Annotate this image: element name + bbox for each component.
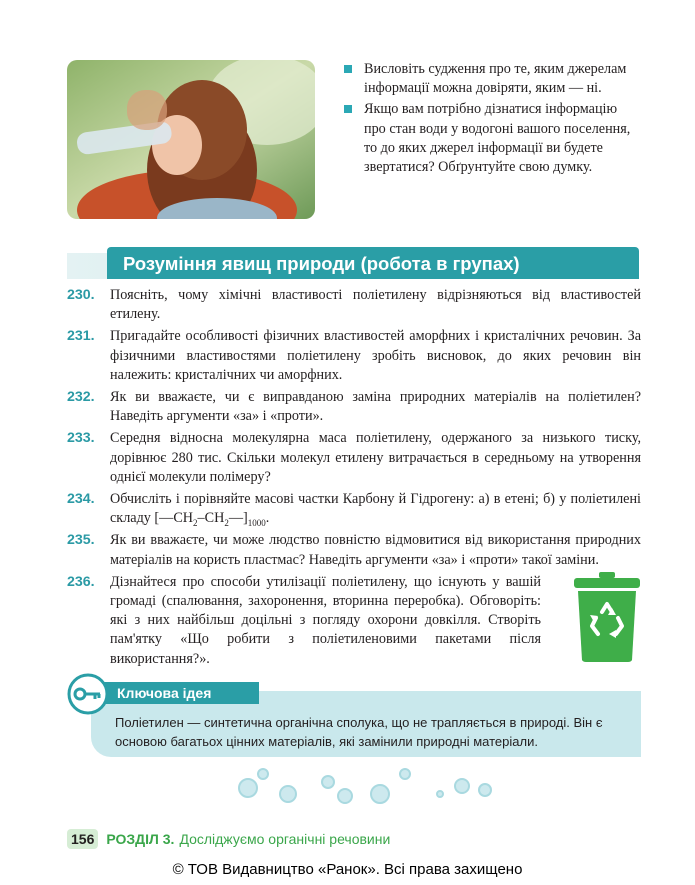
task-text: Дізнайтеся про способи утилізації поліетилену, що існують у вашій громаді (спалювання, захоронення, вторинна переробка). Обговоріть: які з них найбільш доцільні з погляду охорони довкілля. Створіть пам'ятку «Що робити з поліетиленовими пакетами після використання?».: [110, 573, 541, 667]
task-item: [67, 286, 641, 324]
task-text: Пригадайте особливості фізичних властивостей аморфних і кристалічних речовин. За фізичними властивостями поліетилену зробіть висновок, до яких речовин він належить: кристалічних чи аморфних.: [110, 328, 641, 383]
bullet-text: Висловіть судження про те, яким джерелам інформації можна довіряти, яким — ні.: [364, 61, 627, 97]
key-idea-text: Поліетилен — синтетична органічна сполука, що не трапляється в природі. Він є основою багатьох цінних матеріалів, які замінили природні матеріали.: [115, 715, 603, 749]
bullet-item: [340, 100, 640, 177]
intro-questions: [340, 60, 640, 179]
task-item: [67, 490, 641, 528]
task-number: 232.: [67, 389, 95, 406]
page-number: 156: [67, 829, 98, 849]
task-text: Поясніть, чому хімічні властивості поліетилену відрізняються від властивостей етилену.: [110, 287, 641, 323]
bullet-square-icon: [344, 105, 352, 113]
subscript: 1000: [247, 518, 266, 529]
task-number: 236.: [67, 573, 95, 590]
task-item: [67, 327, 641, 385]
formula-part: .: [265, 510, 270, 527]
copyright: © ТОВ Видавництво «Ранок». Всі права захищено: [172, 861, 523, 878]
task-number: 231.: [67, 328, 95, 345]
task-item: [67, 429, 641, 487]
task-number: 235.: [67, 532, 95, 549]
page-footer: [67, 828, 390, 850]
key-idea-label: Ключова ідея: [97, 682, 259, 704]
section-banner: [67, 247, 639, 279]
section-name: Досліджуємо органічні речовини: [179, 831, 391, 847]
formula-part: —]: [228, 510, 248, 527]
task-number: 234.: [67, 491, 95, 508]
task-number: 233.: [67, 430, 95, 447]
task-item: [67, 573, 641, 669]
subscript: 2: [224, 518, 229, 529]
task-text: Як ви вважаєте, чи є виправданою заміна природних матеріалів на поліетилен? Наведіть аргументи «за» і «проти».: [110, 389, 641, 425]
task-list: [67, 286, 641, 672]
recycle-bin-icon: [572, 572, 642, 662]
task-text: Як ви вважаєте, чи може людство повністю відмовитися від використання природних матеріалів на користь пластмас? Наведіть аргументи «за» і «проти» такої заміни.: [110, 532, 641, 568]
subscript: 2: [193, 518, 198, 529]
task-text-main: Обчисліть і порівняйте масові частки Карбону й Гідрогену: а) в етені; б) у поліетилені складу [—CH: [110, 491, 641, 527]
key-icon: [67, 673, 109, 715]
task-text: [110, 490, 641, 528]
decorative-bubbles: [230, 764, 500, 814]
task-item: [67, 388, 641, 426]
girl-drinking-water-photo: [67, 60, 315, 219]
key-idea: [67, 673, 641, 757]
section-number: РОЗДІЛ 3.: [106, 831, 175, 847]
section-title: Розуміння явищ природи (робота в групах): [107, 247, 639, 279]
task-text: Середня відносна молекулярна маса поліетилену, одержаного за низького тиску, дорівнює 280 тис. Скільки молекул етилену витрачається в середньому на утворення однієї молекули полімеру?: [110, 430, 641, 485]
formula-part: –CH: [197, 510, 225, 527]
task-item: [67, 531, 641, 569]
bullet-square-icon: [344, 65, 352, 73]
bullet-item: [340, 60, 640, 98]
task-number: 230.: [67, 287, 95, 303]
bullet-text: Якщо вам потрібно дізнатися інформацію про стан води у водогоні вашого поселення, то до яких джерел інформації ви будете звертатися? Обґрунтуйте свою думку.: [364, 101, 631, 176]
